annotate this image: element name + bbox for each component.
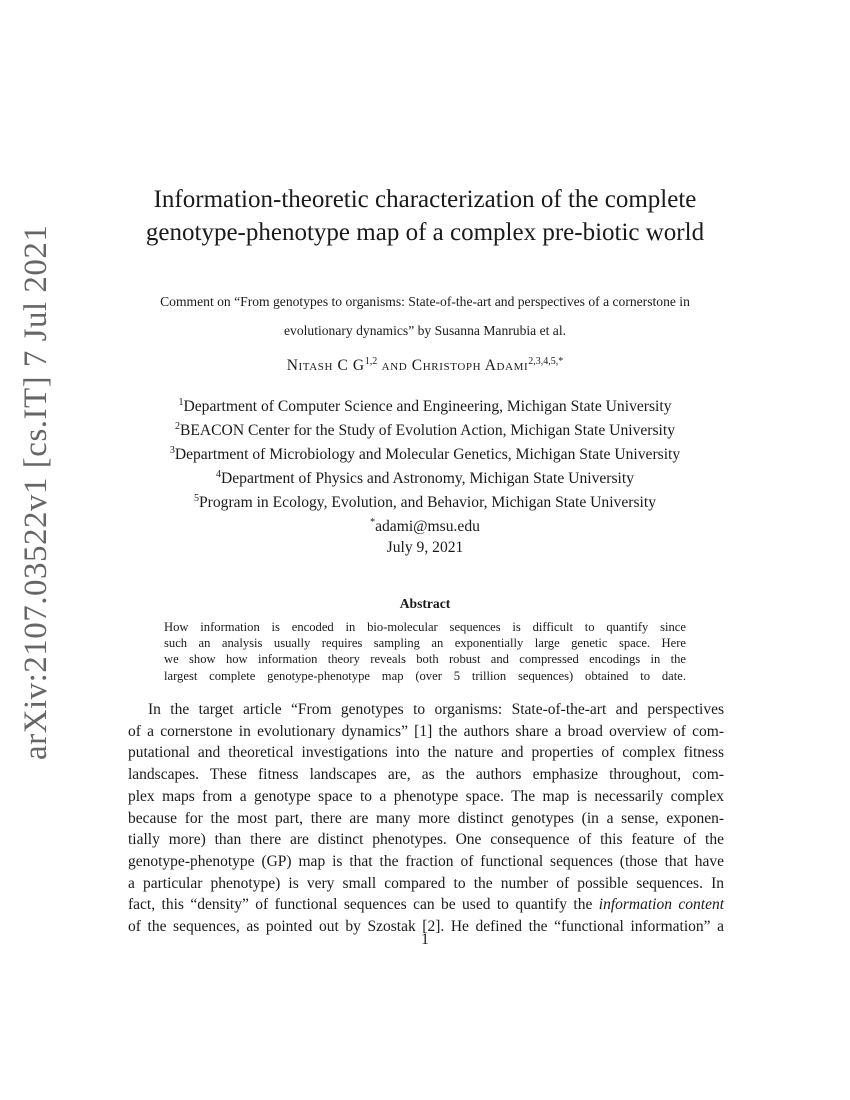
body-line: of a cornerstone in evolutionary dynamics” [1] the authors share a broad overview of com- — [128, 722, 724, 740]
author-affiliation-marks: 2,3,4,5,* — [528, 356, 564, 367]
body-line: of the sequences, as pointed out by Szostak [2]. He defined the “functional information” a — [128, 918, 724, 936]
body-line: landscapes. These fitness landscapes are, as the authors emphasize throughout, com- — [128, 766, 724, 784]
page-number: 1 — [421, 931, 429, 948]
affiliations — [100, 393, 750, 537]
abstract-line: we show how information theory reveals both robust and compressed encodings in the — [164, 652, 686, 667]
affiliation-item: $^3$Department of Microbiology and Molecular Genetics, Michigan State University — [169, 444, 681, 464]
author-affiliation-marks: 1,2 — [364, 356, 378, 367]
body-paragraph — [128, 699, 724, 938]
body-line: a particular phenotype) is very small compared to the number of possible sequences. In — [128, 874, 724, 892]
paper-title — [100, 183, 750, 249]
arxiv-identifier: arXiv:2107.03522v1 [cs.IT] 7 Jul 2021 — [18, 224, 54, 760]
abstract-line: How information is encoded in bio-molecular sequences is difficult to quantify since — [164, 620, 686, 634]
abstract-text — [164, 619, 686, 684]
comment-line: evolutionary dynamics” by Susanna Manrubia et al. — [284, 323, 566, 338]
author-name: Nitash C G — [286, 357, 365, 375]
author-conjunction: and — [381, 357, 408, 375]
affiliation-item: $^5$Program in Ecology, Evolution, and Behavior, Michigan State University — [194, 492, 656, 512]
author-list — [100, 356, 750, 375]
emphasis-text: information content — [598, 896, 725, 914]
body-line: tially more) than there are distinct phenotypes. One consequence of this feature of the — [128, 831, 724, 849]
body-line: because for the most part, there are many more distinct genotypes (in a sense, exponen- — [128, 809, 724, 827]
comment-note — [110, 287, 740, 345]
abstract-heading: Abstract — [399, 596, 451, 611]
body-line: plex maps from a genotype space to a phenotype space. The map is necessarily complex — [128, 787, 724, 805]
comment-line: Comment on “From genotypes to organisms: State-of-the-art and perspectives of a cornerstone in — [160, 294, 690, 309]
abstract-line: largest complete genotype-phenotype map (over 5 trillion sequences) obtained to date. — [164, 668, 686, 683]
contact-email[interactable]: *adami@msu.edu — [370, 516, 480, 536]
body-line: putational and theoretical investigations into the nature and properties of complex fitness — [128, 744, 724, 762]
title-line: genotype-phenotype map of a complex pre-biotic world — [145, 219, 705, 246]
affiliation-item: $^2$BEACON Center for the Study of Evolution Action, Michigan State University — [174, 420, 676, 440]
affiliation-item: $^4$Department of Physics and Astronomy, Michigan State University — [215, 468, 635, 488]
author-name: Christoph Adami — [411, 357, 529, 375]
affiliation-item: $^1$Department of Computer Science and Engineering, Michigan State University — [178, 397, 672, 416]
abstract-line: such an analysis usually requires sampling an exponentially large genetic space. Here — [164, 636, 686, 651]
body-line: fact, this “density” of functional sequences can be used to quantify the information content — [128, 896, 725, 914]
publication-date: July 9, 2021 — [386, 539, 464, 556]
title-line: Information-theoretic characterization of the complete — [153, 186, 697, 213]
body-line: In the target article “From genotypes to organisms: State-of-the-art and perspectives — [148, 701, 724, 718]
body-line: genotype-phenotype (GP) map is that the fraction of functional sequences (those that have — [128, 852, 724, 870]
